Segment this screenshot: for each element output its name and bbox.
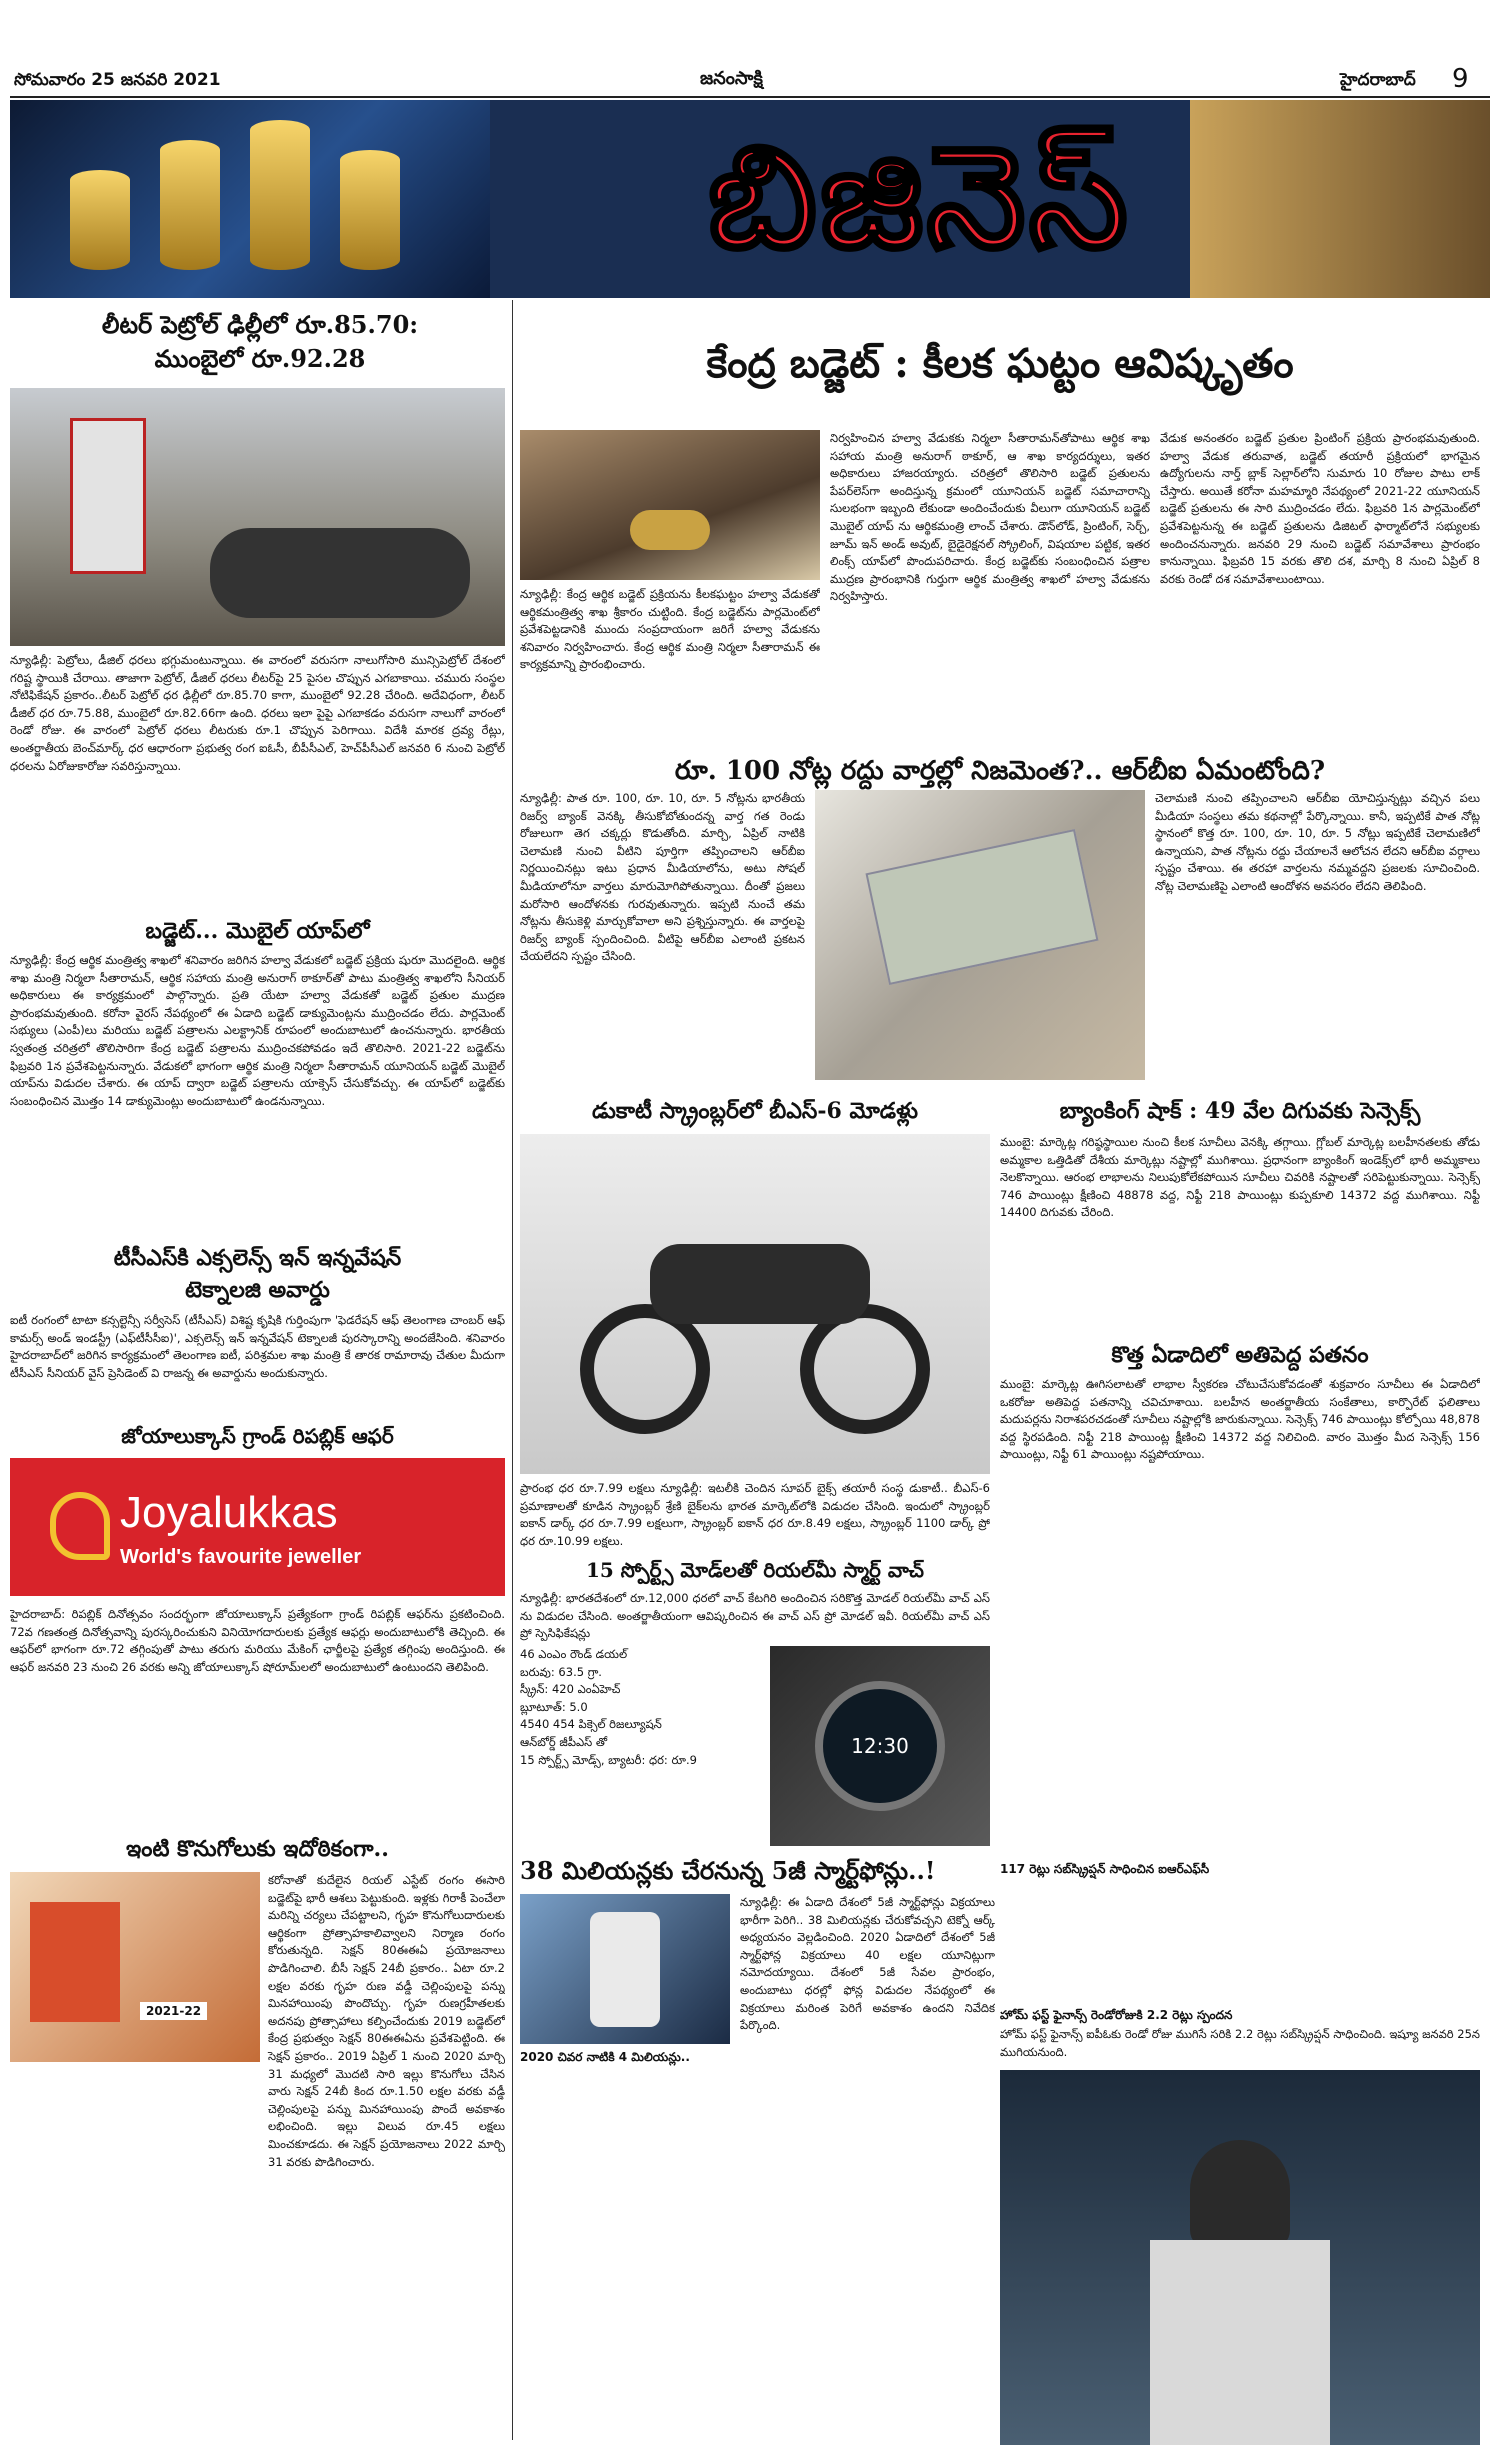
watch-face: 12:30 — [815, 1681, 945, 1811]
petrol-headline-line1: లీటర్‌ పెట్రోల్‌ ఢిల్లీలో రూ.85.70: — [101, 310, 419, 339]
budget-article-col3: వేడుక అనంతరం బడ్జెట్‌ ప్రతుల ప్రింటింగ్‌ ప్రక్రియ ప్రారంభమవుతుంది. హల్వా వేడుక తరువాత, బడ్జెట్‌ తయారీ ప్రక్రియలో భాగమైన ఉద్యోగులను నార్త్‌ బ్లాక్‌ సెల్లార్‌లోని సుమారు 10 రోజుల పాటు లాక్‌ చేస్తారు. అయితే కరోనా మహమ్మారి నేపథ్యంలో 2021-22 యూనియన్‌ బడ్జెట్‌ ప్రతులను ఈ సారి ముద్రించడం లేదు. ఫిబ్రవరి 1న పార్లమెంట్‌లో ప్రవేశపెట్టనున్న ఈ బడ్జెట్‌ ప్రతులను డిజిటల్‌ ఫార్మాట్‌లోనే సభ్యులకు అందించనున్నారు. జనవరి 29 నుంచి బడ్జెట్‌ సమావేశాలు ప్రారంభం కానున్నాయి. ఫిబ్రవరి 15 వరకు తొలి దశ, మార్చి 8 నుంచి ఏప్రిల్‌ 8 వరకు రెండో దశ సమావేశాలుంటాయి. — [1160, 431, 1480, 586]
coin-stack-icon — [160, 140, 220, 270]
watch-spec: 4540 454 పిక్సెల్‌ రిజల్యూషన్‌ — [520, 1717, 662, 1732]
petrol-article: న్యూఢిల్లీ: పెట్రోలు, డీజిల్‌ ధరలు భగ్గుమంటున్నాయి. ఈ వారంలో వరుసగా నాలుగోసారి మున్సిపెట్రోల్‌ దేశంలో గరిష్ట స్థాయికి చేరాయి. తాజాగా పెట్రోల్‌, డీజిల్‌ ధరలు లీటర్‌పై 25 పైసల చొప్పున ఎగబాకాయి. చమురు సంస్థల నోటిఫికేషన్‌ ప్రకారం..లీటర్‌ పెట్రోల్‌ ధర ఢిల్లీలో రూ.85.70 కాగా, ముంబైలో 92.28 చేరింది. అదేవిధంగా, లీటర్‌ డీజిల్‌ ధర రూ.75.88, ముంబైలో రూ.82.66గా ఉంది. ధరలు ఇలా పైపై ఎగబాకడం వరుసగా నాలుగో వారంలో రెండో రోజు. ఈ వారంలో పెట్రోల్‌ ధరలు లీటరుకు రూ.1 చొప్పున పెరిగాయి. విదేశీ మారక ద్రవ్య రేట్లు, అంతర్జాతీయ బెంచ్‌మార్క్‌ ధర ఆధారంగా ప్రభుత్వ రంగ ఐఓసీ, బీపీసీఎల్‌, హెచ్‌పీసీఎల్‌ జనవరి 6 నుంచి పెట్రోల్‌ ధరలను ఏరోజుకారోజు సవరిస్తున్నాయి. — [10, 653, 505, 773]
banknote — [865, 829, 1098, 985]
petrol-pump-photo — [10, 388, 505, 646]
ducati-scrambler-photo — [520, 1134, 990, 1474]
tcs-headline-line2: టెక్నాలజి అవార్డు — [185, 1277, 330, 1303]
halwa-pot — [630, 510, 710, 550]
watch-article: న్యూఢిల్లీ: భారతదేశంలో రూ.12,000 ధరలో వాచ్‌ కేటగిరి అందించిన సరికొత్త మోడల్‌ రియల్‌మీ వాచ్‌ ఎస్‌ ను విడుదల చేసింది. అంతర్జాతీయంగా ఆవిష్కరించిన ఈ వాచ్‌ ఎస్‌ ప్రో మోడల్‌ ఇవీ. రియల్‌మీ వాచ్‌ ఎస్‌ ప్రో స్పెసిఫికేషన్లు — [520, 1591, 990, 1641]
watch-headline: 15 స్పోర్ట్స్‌ మోడ్‌లతో రియల్‌మీ స్మార్ట్‌ వాచ్‌ — [586, 1558, 924, 1582]
section-banner — [10, 100, 1490, 298]
watch-spec: 15 స్పోర్ట్స్‌ మోడ్స్‌, బ్యాటరీ: ధర: రూ.9 — [520, 1752, 697, 1767]
watch-spec: బరువు: 63.5 గ్రా. — [520, 1664, 602, 1679]
joyalukkas-logo-icon — [50, 1492, 110, 1560]
budget-caption: న్యూఢిల్లీ: కేంద్ర ఆర్థిక బడ్జెట్‌ ప్రక్రియను కీలకఘట్టం హల్వా వేడుకతో ఆర్థికమంత్రిత్వ శాఖ శ్రీకారం చుట్టింది. కేంద్ర బడ్జెట్‌ను పార్లమెంట్‌లో ప్రవేశపెట్టడానికి ముందు సంప్రదాయంగా జరిగే హల్వా వేడుకను శనివారం నిర్వహించారు. కేంద్ర ఆర్థిక మంత్రి నిర్మలా సీతారామన్‌ ఈ కార్యక్రమాన్ని ప్రారంభించారు. — [520, 587, 820, 672]
joyalukkas-brand: Joyalukkas — [120, 1488, 338, 1537]
realme-watch-photo — [770, 1646, 990, 1846]
motorcycle-body — [650, 1244, 870, 1324]
newspaper-name: జనంసాక్షి — [700, 68, 763, 89]
banner-right-photo — [1190, 100, 1490, 298]
budget-year-label: 2021-22 — [140, 2002, 207, 2020]
coin-stack-icon — [250, 120, 310, 270]
budget-headline: కేంద్ర బడ్జెట్‌ : కీలక ఘట్టం ఆవిష్కృతం — [706, 340, 1294, 387]
watch-spec: ఆన్‌బోర్డ్‌ జీపీఎస్‌ తో — [520, 1734, 608, 1749]
currency-notes-photo — [815, 790, 1145, 1080]
stock-chart-photo — [1000, 2070, 1480, 2445]
person-shirt — [1150, 2240, 1330, 2445]
watch-spec: స్క్రీన్‌: 420 ఎంఏహెచ్‌ — [520, 1682, 621, 1697]
mobileapp-headline: బడ్జెట్‌... మొబైల్‌ యాప్‌లో — [145, 918, 370, 944]
mobileapp-article: న్యూఢిల్లీ: కేంద్ర ఆర్థిక మంత్రిత్వ శాఖలో శనివారం జరిగిన హల్వా వేడుకలో బడ్జెట్‌ ప్రక్రియ షురూ మొదలైంది. ఆర్థిక శాఖ మంత్రి నిర్మలా సీతారామన్‌, ఆర్థిక సహాయ మంత్రి అనురాగ్‌ ఠాకూర్‌తో పాటు మంత్రిత్వ శాఖలోని సీనియర్‌ అధికారులు ఈ కార్యక్రమంలో పాల్గొన్నారు. ప్రతి యేటా హల్వా వేడుకతో బడ్జెట్‌ ప్రతుల ముద్రణ ప్రారంభమవుతుంది. కరోనా వైరస్‌ నేపథ్యంలో ఈ ఏడాది బడ్జెట్‌ డాక్యుమెంట్లను ముద్రించడం లేదు. పార్లమెంట్‌ సభ్యులు (ఎంపీ)లు మరియు బడ్జెట్‌ పత్రాలను ఎలక్ట్రానిక్‌ రూపంలో అందుబాటులో ఉంచనున్నారు. భారతీయ స్వతంత్ర చరిత్రలో తొలిసారిగా కేంద్ర బడ్జెట్‌ పత్రాలను ముద్రించకపోవడం ఇదే తొలిసారి. 2021-22 బడ్జెట్‌ను ఫిబ్రవరి 1న ప్రవేశపెట్టనున్నారు. వేడుకలో భాగంగా ఆర్థిక మంత్రి నిర్మలా సీతారామన్‌ యూనియన్‌ బడ్జెట్‌ మొబైల్‌ యాప్‌ను విడుదల చేశారు. ఈ యాప్‌ ద్వారా బడ్జెట్‌ పత్రాలను యాక్సెస్‌ చేసుకోవచ్చు. ఈ యాప్‌లో బడ్జెట్‌కు సంబంధించిన మొత్తం 14 డాక్యుమెంట్లు అందుబాటులో ఉండనున్నాయి. — [10, 953, 505, 1108]
edition-city: హైదరాబాద్ — [1340, 70, 1416, 90]
watch-specs — [520, 1646, 760, 1846]
tcs-headline — [10, 1242, 505, 1306]
page-number: 9 — [1452, 64, 1469, 94]
section-title: బిజినెస్ — [708, 116, 1132, 280]
notes-article-col2: చెలామణి నుంచి తప్పించాలని ఆర్‌బీఐ యోచిస్తున్నట్లు వచ్చిన పలు మీడియా సంస్థలు తమ కథనాల్లో పేర్కొన్నాయి. కానీ, ఇప్పటికే పాత నోట్ల స్థానంలో కొత్త రూ. 100, రూ. 10, రూ. 5 నోట్లు ఇప్పటికే చెలామణిలో ఉన్నాయని, పాత నోట్లను రద్దు చేయాలనే ఆలోచన లేదని ఆర్‌బీఐ వర్గాలు స్పష్టం చేశాయి. ఈ తరహా వార్తలను నమ్మవద్దని ప్రజలకు సూచించింది. నోట్ల చెలామణిపై ఎలాంటి ఆందోళన అవసరం లేదని తెలిపింది. — [1155, 791, 1480, 893]
coin-stack-icon — [70, 170, 130, 270]
joy-headline: జోయాలుక్కాస్‌ గ్రాండ్‌ రిపబ్లిక్‌ ఆఫర్‌ — [121, 1424, 394, 1448]
joyalukkas-tagline: World's favourite jeweller — [120, 1546, 362, 1568]
ducati-article: ప్రారంభ ధర రూ.7.99 లక్షలు న్యూఢిల్లీ: ఇటలీకి చెందిన సూపర్‌ బైక్స్‌ తయారీ సంస్థ డుకాటీ.. బీఎస్‌-6 ప్రమాణాలతో కూడిన స్క్రాంబ్లర్‌ శ్రేణి బైక్‌లను భారత మార్కెట్‌లోకి విడుదల చేసింది. ఇందులో స్క్రాంబ్లర్‌ ఐకాన్‌ డార్క్‌ ధర రూ.7.99 లక్షలుగా, స్క్రాంబ్లర్‌ ఐకాన్‌ ధర రూ.8.49 లక్షలు, స్క్రాంబ్లర్‌ 1100 డార్క్‌ ప్రో ధర రూ.10.99 లక్షలు. — [520, 1481, 990, 1548]
fuel-dispenser — [70, 418, 146, 574]
sensex-article-2: ముంబై: మార్కెట్ల ఊగిసలాటతో లాభాల స్వీకరణ చోటుచేసుకోవడంతో శుక్రవారం సూచీలు ఈ ఏడాదిలో ఒకరోజు అతిపెద్ద పతనాన్ని చవిచూశాయి. బలహీన అంతర్జాతీయ సంకేతాలు, కార్పొరేట్‌ ఫలితాలు మదుపర్లను నిరాశపరచడంతో సూచీలు నష్టాల్లోకి జారుకున్నాయి. సెన్సెక్స్‌ 746 పాయింట్లు కోల్పోయి 48,878 వద్ద స్థిరపడింది. నిఫ్టీ 218 పాయింట్ల క్షీణించి 14372 వద్ద నిలిచింది. వారం మొత్తం మీద సెన్సెక్స్‌ 156 పాయింట్లు, నిఫ్టీ 61 పాయింట్లు నష్టపోయాయి. — [1000, 1377, 1480, 1462]
home-headline: ఇంటి కొనుగోలుకు ఇదోఠికంగా.. — [126, 1836, 389, 1862]
scooters — [210, 528, 470, 618]
notes-headline: రూ. 100 నోట్ల రద్దు వార్తల్లో నిజమెంత?.. ఆర్‌బీఐ ఏమంటోంది? — [674, 756, 1326, 786]
column-rule — [512, 300, 513, 2440]
petrol-headline — [40, 308, 480, 376]
person-silhouette — [1190, 2140, 1290, 2250]
petrol-headline-line2: ముంబైలో రూ.92.28 — [154, 344, 366, 373]
notes-article-col1: న్యూఢిల్లీ: పాత రూ. 100, రూ. 10, రూ. 5 నోట్లను భారతీయ రిజర్వ్‌ బ్యాంక్‌ వెనక్కి తీసుకోబోతుందన్న వార్త గత రెండు రోజులుగా తెగ చక్కర్లు కొడుతోంది. మార్చి, ఏప్రిల్‌ నాటికి చెలామణి నుంచి వీటిని పూర్తిగా తప్పించాలని ఆర్‌బీఐ నిర్ణయించినట్లు ఇటు ప్రధాన మీడియాలోను, అటు సోషల్‌ మీడియాలోనూ వార్తలు మారుమోగిపోతున్నాయి. దీంతో ప్రజలు మరోసారి ఆందోళనకు గురవుతున్నారు. ఇప్పటి నుంచే తమ నోట్లను తీసుకెళ్లి మార్చుకోవాలా అని ప్రశ్నిస్తున్నారు. ఈ వార్తలపై రిజర్వ్‌ బ్యాంక్‌ స్పందించింది. వీటిపై ఆర్‌బీఐ ఎలాంటి ప్రకటన చేయలేదని స్పష్టం చేసింది. — [520, 791, 805, 964]
watch-spec: 46 ఎంఎం రౌండ్‌ డయల్‌ — [520, 1647, 628, 1661]
sensex-headline: బ్యాంకింగ్‌ షాక్‌ : 49 వేల దిగువకు సెన్సెక్స్‌ — [1059, 1098, 1421, 1124]
tcs-article: ఐటీ రంగంలో టాటా కన్సల్టెన్సీ సర్వీసెస్‌ (టీసీఎస్‌) విశిష్ట కృషికి గుర్తింపుగా 'ఫెడరేషన్‌ ఆఫ్‌ తెలంగాణ చాంబర్‌ ఆఫ్‌ కామర్స్‌ అండ్‌ ఇండస్ట్రీ (ఎఫ్‌టీసీసీఐ)', ఎక్సలెన్స్‌ ఇన్‌ ఇన్నవేషన్‌ టెక్నాలజీ పురస్కారాన్ని అందజేసింది. శనివారం హైదరాబాద్‌లో జరిగిన కార్యక్రమంలో తెలంగాణ ఐటీ, పరిశ్రమల శాఖ మంత్రి కే తారక రామారావు చేతుల మీదుగా టీసీఎస్‌ సీనియర్‌ వైస్‌ ప్రెసిడెంట్‌ వి రాజన్న ఈ అవార్డును అందుకున్నారు. — [10, 1313, 505, 1380]
ducati-headline: డుకాటీ స్క్రాంబ్లర్‌లో బీఎస్‌-6 మోడళ్లు — [591, 1098, 918, 1124]
fiveg-article: న్యూఢిల్లీ: ఈ ఏడాది దేశంలో 5జీ స్మార్ట్‌ఫోన్లు విక్రయాలు భారీగా పెరిగి.. 38 మిలియన్లకు చేరుకోవచ్చని టెక్నో ఆర్క్‌ అధ్యయనం వెల్లడించింది. 2020 ఏడాదిలో దేశంలో 5జీ స్మార్ట్‌ఫోన్ల విక్రయాలు 40 లక్షల యూనిట్లుగా నమోదయ్యాయి. దేశంలో 5జీ సేవల ప్రారంభం, అందుబాటు ధరల్లో ఫోన్ల విడుదల నేపథ్యంలో ఈ విక్రయాలు మరింత పెరిగే అవకాశం ఉందని నివేదిక పేర్కొంది. — [740, 1895, 995, 2033]
issue-date: సోమవారం 25 జనవరి 2021 — [14, 70, 221, 90]
home-article: కరోనాతో కుదేలైన రియల్‌ ఎస్టేట్‌ రంగం ఈసారి బడ్జెట్‌పై భారీ ఆశలు పెట్టుకుంది. ఇళ్లకు గిరాకీ పెంచేలా మరిన్ని చర్యలు చేపట్టాలని, గృహ కొనుగోలుదారులకు ఆర్థికంగా ప్రోత్సాహకాలివ్వాలని నిర్మాణ రంగం కోరుతున్నది. సెక్షన్‌ 80ఈఈఏ ప్రయోజనాలు పొడిగించాలి. బీసీ సెక్షన్‌ 24బీ ప్రకారం.. ఏటా రూ.2 లక్షల వరకు గృహ రుణ వడ్డీ చెల్లింపులపై పన్ను మినహాయింపు పొందొచ్చు. గృహ రుణగ్రహీతలకు అదనపు ప్రోత్సాహాలు కల్పించేందుకు 2019 బడ్జెట్‌లో కేంద్ర ప్రభుత్వం సెక్షన్‌ 80ఈఈఏను ప్రవేశపెట్టింది. ఈ సెక్షన్‌ ప్రకారం.. 2019 ఏప్రిల్‌ 1 నుంచి 2020 మార్చి 31 మధ్యలో మొదటి సారి ఇల్లు కొనుగోలు చేసిన వారు సెక్షన్‌ 24బీ కింద రూ.1.50 లక్షల వరకు వడ్డీ చెల్లింపులపై పన్ను మినహాయింపు పొందే అవకాశం లభించింది. ఇల్లు విలువ రూ.45 లక్షలు మించకూడదు. ఈ సెక్షన్‌ ప్రయోజనాలు 2022 మార్చి 31 వరకు పొడిగించారు. — [268, 1873, 505, 2169]
halwa-ceremony-photo — [520, 430, 820, 580]
5g-phone-photo — [520, 1894, 730, 2044]
fiveg-headline: 38 మిలియన్లకు చేరనున్న 5జీ స్మార్ట్‌ఫోన్లు..! — [520, 1856, 936, 1885]
watch-spec: బ్లూటూత్‌: 5.0 — [520, 1699, 588, 1714]
homefirst-article: హోమ్‌ ఫస్ట్‌ ఫైనాన్స్‌ ఐపీఓకు రెండో రోజు ముగిసే సరికి 2.2 రెట్లు సబ్‌స్క్రిప్షన్‌ సాధించింది. ఇష్యూ జనవరి 25న ముగియనుంది. — [1000, 2027, 1480, 2059]
irfc-subhead: 117 రెట్లు సబ్‌స్క్రిప్షన్‌ సాధించిన ఐఆర్‌ఎఫ్‌సీ — [1000, 1862, 1210, 1876]
joyalukkas-ad — [10, 1458, 505, 1596]
coin-stack-icon — [340, 150, 400, 270]
budget-article-col2: నిర్వహించిన హల్వా వేడుకకు నిర్మలా సీతారామన్‌తోపాటు ఆర్థిక శాఖ సహాయ మంత్రి అనురాగ్‌ ఠాకూర్‌, ఆ శాఖ కార్యదర్శులు, ఇతర అధికారులు హాజరయ్యారు. చరిత్రలో తొలిసారి బడ్జెట్‌ ప్రతులను పేపర్‌లెస్‌గా అందిస్తున్న క్రమంలో యూనియన్‌ బడ్జెట్‌ సమాచారాన్ని సులభంగా ఇబ్బంది లేకుండా అందించేందుకు వీలుగా యూనియన్‌ బడ్జెట్‌ మొబైల్‌ యాప్‌ ను ఆర్థికమంత్రి లాంచ్‌ చేశారు. డౌన్‌లోడ్‌, ప్రింటింగ్‌, సెర్చ్‌, జూమ్‌ ఇన్‌ అండ్‌ అవుట్‌, బైడైరెక్షనల్‌ స్క్రోలింగ్‌, విషయాల పట్టిక, ఇతర లింక్స్‌ యాప్‌లో పొందుపరిచారు. కేంద్ర బడ్జెట్‌కు సంబంధించిన పత్రాల ముద్రణ ప్రారంభానికి గుర్తుగా ఆర్థిక మంత్రిత్వ శాఖలో హల్వా వేడుకను నిర్వహిస్తారు. — [830, 431, 1150, 604]
tcs-headline-line1: టీసీఎస్‌కి ఎక్సలెన్స్‌ ఇన్‌ ఇన్నవేషన్‌ — [113, 1245, 402, 1271]
homefirst-subhead: హోమ్‌ ఫస్ట్‌ ఫైనాన్స్‌ రెండోరోజుకి 2.2 రెట్లు స్పందన — [1000, 2008, 1233, 2022]
fiveg-subhead: 2020 చివర నాటికి 4 మిలియన్లు.. — [520, 2050, 690, 2064]
masthead-rule — [10, 96, 1490, 98]
joy-article: హైదరాబాద్‌: రిపబ్లిక్‌ దినోత్సవం సందర్భంగా జోయాలుక్కాస్‌ ప్రత్యేకంగా గ్రాండ్‌ రిపబ్లిక్‌ ఆఫర్‌ను ప్రకటించింది. 72వ గణతంత్ర దినోత్సవాన్ని పురస్కరించుకుని వినియోగదారులకు ప్రత్యేక ఆఫర్లు అందుబాటులోకి తెచ్చింది. ఈ ఆఫర్‌లో భాగంగా రూ.72 తగ్గింపుతో పాటు తరుగు మరియు మేకింగ్‌ ఛార్జీలపై ప్రత్యేక తగ్గింపు అందిస్తుంది. ఈ ఆఫర్‌ జనవరి 23 నుంచి 26 వరకు అన్ని జోయాలుక్కాస్‌ షోరూమ్‌లలో అందుబాటులో ఉంటుందని తెలిపింది. — [10, 1607, 505, 1674]
sensex-subheadline: కొత్త ఏడాదిలో అతిపెద్ద పతనం — [1111, 1342, 1369, 1368]
sensex-article: ముంబై: మార్కెట్ల గరిష్ఠస్థాయిల నుంచి కీలక సూచీలు వెనక్కి తగ్గాయి. గ్లోబల్‌ మార్కెట్ల బలహీనతలకు తోడు అమ్మకాల ఒత్తిడితో దేశీయ మార్కెట్లు నష్టాల్లో ముగిశాయి. ప్రధానంగా బ్యాంకింగ్‌ ఇండెక్స్‌లో భారీ అమ్మకాలు నెలకొన్నాయి. ఆరంభ లాభాలను నిలుపుకోలేకపోయిన సూచీలు చివరికి నష్టాలతో సరిపెట్టుకున్నాయి. సెన్సెక్స్‌ 746 పాయింట్లు క్షీణించి 48878 వద్ద, నిఫ్టీ 218 పాయింట్లు కుప్పకూలి 14372 వద్ద ముగిశాయి. నిఫ్టీ 14400 దిగువకు చేరింది. — [1000, 1135, 1480, 1220]
phone-icon — [590, 1912, 660, 2027]
